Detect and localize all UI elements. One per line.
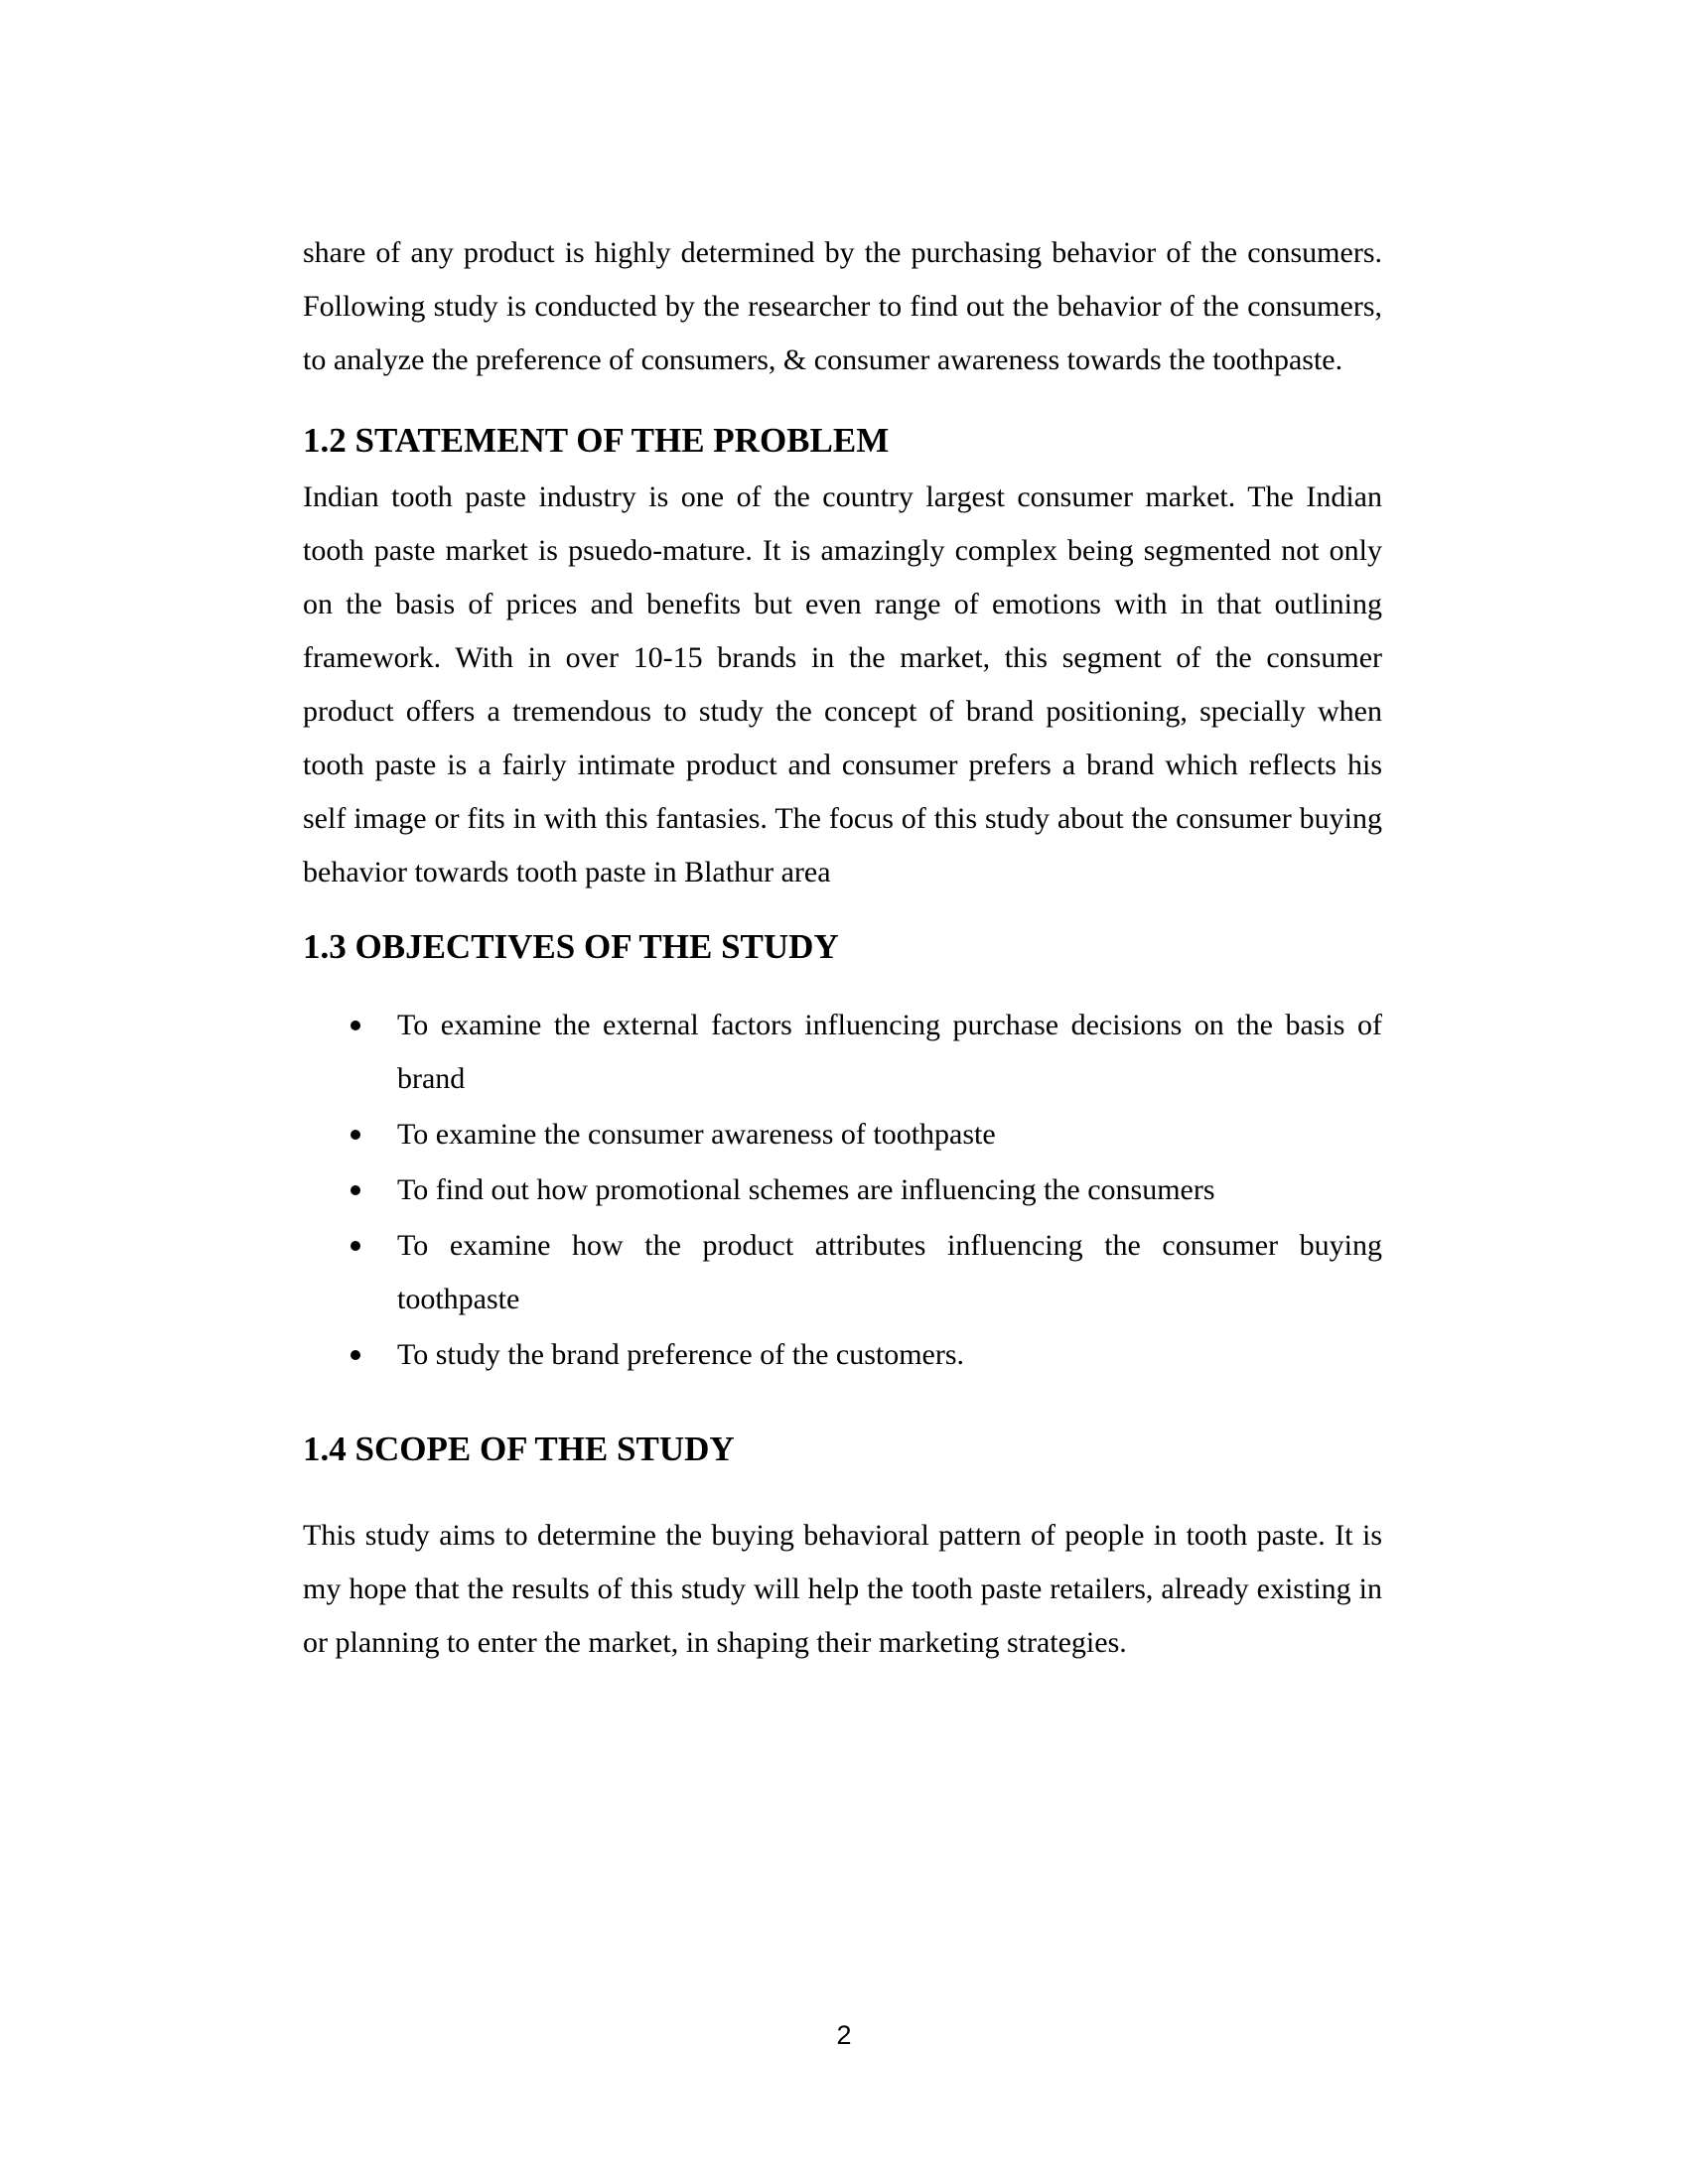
intro-paragraph: share of any product is highly determined by the purchasing behavior of the consumers. Following study is conducted by the researcher to find out the behavior of the consumers, to analyze the preference of consumers, & consumer awareness towards the toothpaste. xyxy=(303,236,1382,376)
page-content xyxy=(303,226,1382,1670)
scope-paragraph: This study aims to determine the buying behavioral pattern of people in tooth paste. It is my hope that the results of this study will help the tooth paste retailers, already existing in or planning to enter the market, in shaping their marketing strategies. xyxy=(303,1519,1382,1659)
bullet-icon xyxy=(351,1021,360,1030)
list-item xyxy=(303,1163,1382,1217)
scope-heading: 1.4 SCOPE OF THE STUDY xyxy=(303,1430,735,1468)
bullet-icon xyxy=(351,1185,360,1195)
list-item xyxy=(303,1108,1382,1161)
list-item xyxy=(303,1219,1382,1326)
objective-text: To examine the consumer awareness of toothpaste xyxy=(397,1118,996,1151)
objective-text: To examine how the product attributes influencing the consumer buying toothpaste xyxy=(397,1229,1382,1315)
list-item xyxy=(303,1328,1382,1382)
problem-paragraph: Indian tooth paste industry is one of the country largest consumer market. The Indian tooth paste market is psuedo-mature. It is amazingly complex being segmented not only on the basis of prices and benefits but even range of emotions with in that outlining framework. With in over 10-15 brands in the market, this segment of the consumer product offers a tremendous to study the concept of brand positioning, specially when tooth paste is a fairly intimate product and consumer prefers a brand which reflects his self image or fits in with this fantasies. The focus of this study about the consumer buying behavior towards tooth paste in Blathur area xyxy=(303,480,1382,888)
bullet-icon xyxy=(351,1350,360,1360)
objective-text: To find out how promotional schemes are influencing the consumers xyxy=(397,1173,1215,1206)
bullet-icon xyxy=(351,1241,360,1251)
bullet-icon xyxy=(351,1130,360,1140)
objectives-heading: 1.3 OBJECTIVES OF THE STUDY xyxy=(303,927,839,966)
page-number: 2 xyxy=(836,2020,852,2050)
objective-text: To examine the external factors influencing purchase decisions on the basis of brand xyxy=(397,1009,1382,1095)
problem-heading: 1.2 STATEMENT OF THE PROBLEM xyxy=(303,421,890,460)
list-item xyxy=(303,999,1382,1106)
objective-text: To study the brand preference of the customers. xyxy=(397,1338,965,1371)
objectives-list xyxy=(303,999,1382,1382)
